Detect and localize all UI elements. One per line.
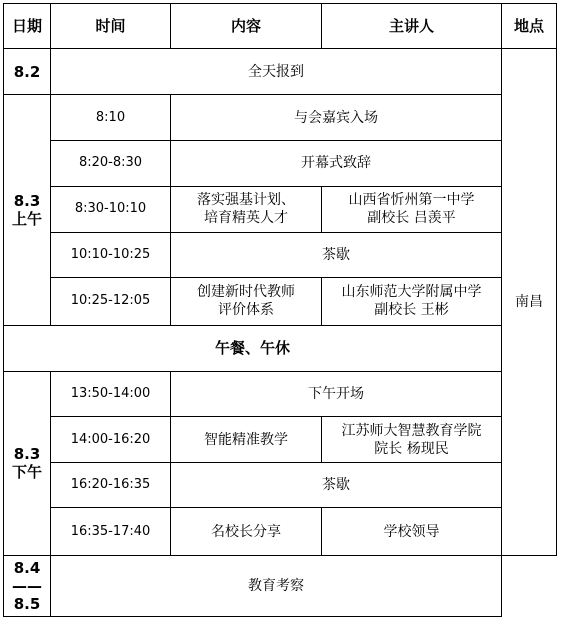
date-cell [4,555,51,616]
header-content: 内容 [171,4,322,49]
time-cell: 8:20-8:30 [51,140,171,186]
content-cell: 全天报到 [51,49,502,95]
table-row [4,508,557,555]
table-row [4,140,557,186]
header-location: 地点 [502,4,557,49]
table-row [4,278,557,325]
speaker-cell [322,186,502,232]
date-line: 8.5 [13,594,41,613]
location-cell: 南昌 [502,49,557,555]
content-line: 培育精英人才 [204,210,288,227]
table-row [4,186,557,232]
date-cell: 8.2 [4,49,51,95]
header-time: 时间 [51,4,171,49]
speaker-cell [322,416,502,462]
time-cell: 16:35-17:40 [51,508,171,555]
time-cell: 16:20-16:35 [51,463,171,508]
time-cell: 13:50-14:00 [51,371,171,416]
lunch-cell: 午餐、午休 [4,325,502,371]
table-row [4,463,557,508]
speaker-cell [322,278,502,325]
speaker-line: 副校长 王彬 [374,302,449,319]
speaker-line: 山东师范大学附属中学 [341,284,482,301]
table-row [4,325,557,371]
content-cell [171,186,322,232]
content-cell: 智能精准教学 [171,416,322,462]
content-cell: 茶歇 [171,463,502,508]
table-row [4,233,557,278]
header-date: 日期 [4,4,51,49]
date-line: 8.3 [13,445,41,464]
content-cell: 名校长分享 [171,508,322,555]
speaker-line: 副校长 吕羡平 [367,210,456,227]
content-cell: 茶歇 [171,233,502,278]
speaker-line: 江苏师大智慧教育学院 [341,422,482,439]
schedule-table [3,3,557,617]
content-cell: 下午开场 [171,371,502,416]
table-row [4,371,557,416]
speaker-cell: 学校领导 [322,508,502,555]
time-cell: 10:25-12:05 [51,278,171,325]
table-row [4,416,557,462]
date-cell [4,371,51,555]
content-line: 创建新时代教师 [197,284,295,301]
time-cell: 8:30-10:10 [51,186,171,232]
table-row [4,49,557,95]
content-cell [171,278,322,325]
header-speaker: 主讲人 [322,4,502,49]
time-cell: 14:00-16:20 [51,416,171,462]
date-line: 下午 [11,463,42,482]
content-line: 落实强基计划、 [197,192,295,209]
speaker-line: 山西省忻州第一中学 [348,192,475,209]
speaker-line: 院长 杨现民 [374,440,449,457]
content-cell: 教育考察 [51,555,502,616]
table-row [4,555,557,616]
time-cell: 8:10 [51,95,171,140]
content-line: 评价体系 [218,302,274,319]
header-row [4,4,557,49]
content-cell: 与会嘉宾入场 [171,95,502,140]
content-cell: 开幕式致辞 [171,140,502,186]
time-cell: 10:10-10:25 [51,233,171,278]
table-row [4,95,557,140]
date-line: 8.3 [13,191,41,210]
date-line: —— [12,576,42,595]
date-line: 上午 [11,209,42,228]
date-cell [4,95,51,325]
date-line: 8.4 [13,558,41,577]
